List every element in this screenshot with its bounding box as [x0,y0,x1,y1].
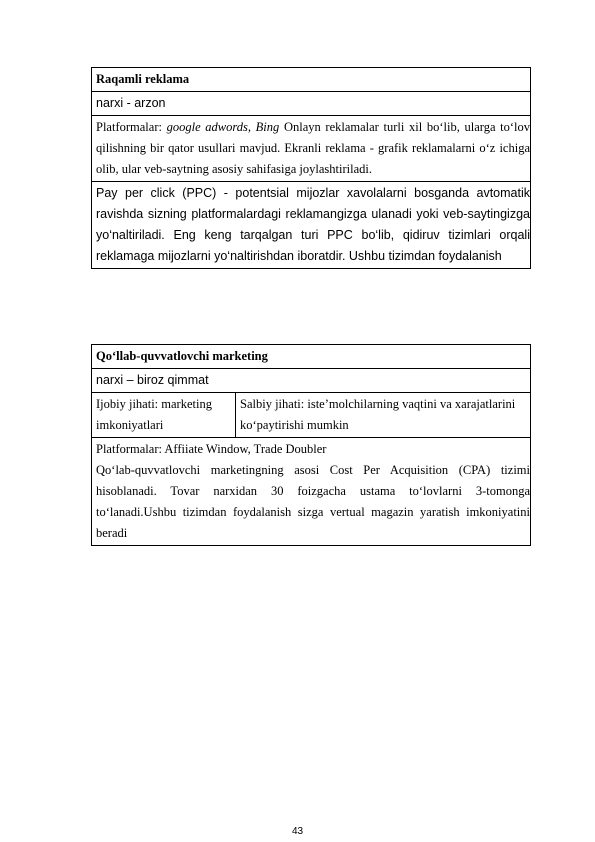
platforms-label: Platformalar: [96,120,167,134]
positive-aspect-cell: Ijobiy jihati: marketing imkoniyatlari [92,393,236,438]
digital-advertising-table [91,67,531,269]
affiliate-marketing-table [91,344,531,546]
table-title: Qo‘llab-quvvatlovchi marketing [92,345,531,369]
price-row: narxi – biroz qimmat [92,369,531,393]
negative-aspect-cell: Salbiy jihati: iste’molchilarning vaqtini va xarajatlarini ko‘paytirishi mumkin [236,393,531,438]
platforms-cell [92,116,531,182]
description-text: Qo‘lab-quvvatlovchi marketingning asosi Cost Per Acquisition (CPA) tizimi hisoblanadi. Tovar narxidan 30 foizgacha ustama to‘lovlarni 3-tomonga to‘lanadi.Ushbu tizimdan foydalanish sizga vertual magazin yaratish imkoniyatini beradi [96,463,530,540]
platforms-description: Onlayn reklamalar turli xil bo‘lib, ularga to‘lov qilishning bir qator usullari mavjud. Ekranli reklama - grafik reklamalarni o‘z ichiga olib, ular veb-saytning asosiy sahifasiga joylashtiriladi. [96,120,531,176]
ppc-cell: Pay per click (PPC) - potentsial mijozlar xavolalarni bosganda avtomatik ravishda sizning platformalardagi reklamangizga ulanadi yoki veb-saytingizga yo‘naltiriladi. Eng keng tarqalgan turi PPC bo‘lib, qidiruv tizimlari orqali reklamaga mijozlarni yo‘naltirishdan iboratdir. Ushbu tizimdan foydalanish [92,182,531,269]
table-title: Raqamli reklama [92,68,531,92]
platforms-description-cell [92,438,531,546]
platforms-names: google adwords, Bing [166,120,280,134]
platforms-line: Platformalar: Affiiate Window, Trade Doubler [96,442,327,456]
page-number: 43 [291,826,304,837]
price-row: narxi - arzon [92,92,531,116]
